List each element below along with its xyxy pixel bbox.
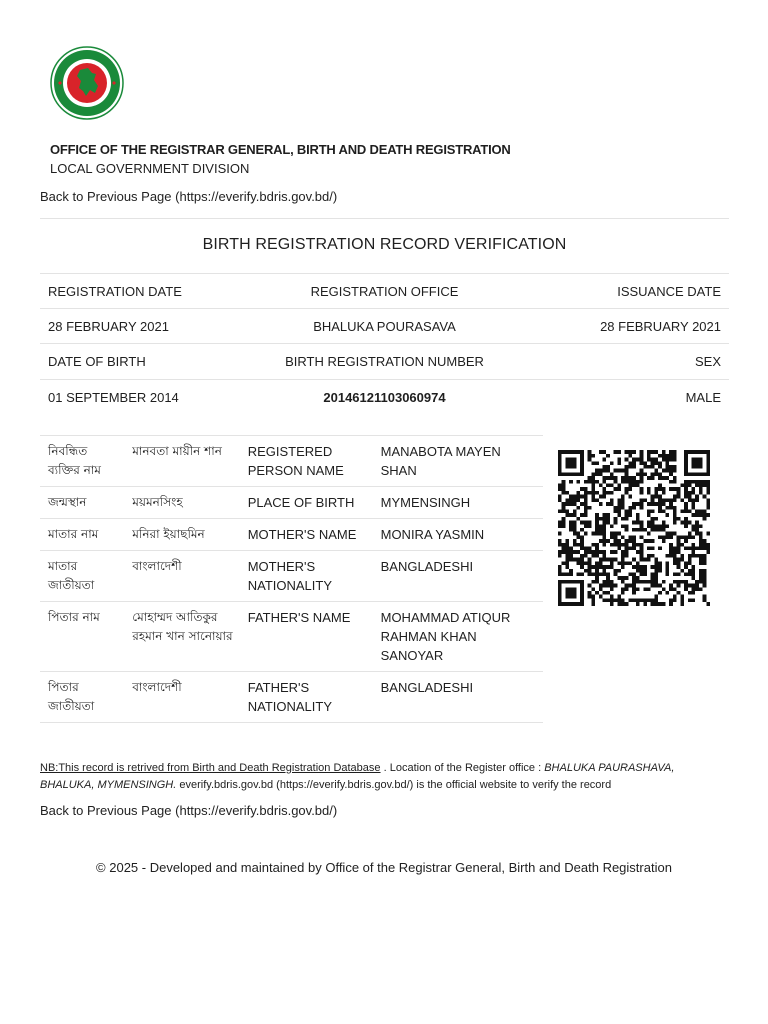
person-row bbox=[40, 436, 543, 487]
sex-label: SEX bbox=[694, 354, 721, 369]
bn-label-cell: জন্মস্থান bbox=[40, 487, 124, 519]
bn-value-cell: ময়মনসিংহ bbox=[124, 487, 239, 519]
en-value-cell: MANABOTA MAYEN SHAN bbox=[373, 436, 543, 487]
person-details-table bbox=[40, 435, 543, 723]
official-site-text: everify.bdris.gov.bd (https://everify.bdris.gov.bd/) is the official website to verify the record bbox=[176, 779, 612, 791]
meta-labels-row-2 bbox=[40, 343, 729, 379]
bn-label-cell: মাতার নাম bbox=[40, 519, 124, 551]
en-value-cell: BANGLADESHI bbox=[373, 551, 543, 602]
en-value-cell: MONIRA YASMIN bbox=[373, 519, 543, 551]
bn-label-cell: পিতার জাতীয়তা bbox=[40, 672, 124, 723]
en-value-cell: MYMENSINGH bbox=[373, 487, 543, 519]
bn-label-cell: মাতার জাতীয়তা bbox=[40, 551, 124, 602]
en-label-cell: FATHER'S NAME bbox=[240, 602, 373, 672]
en-label-cell: PLACE OF BIRTH bbox=[240, 487, 373, 519]
en-label-cell: MOTHER'S NAME bbox=[240, 519, 373, 551]
date-of-birth-value: 01 SEPTEMBER 2014 bbox=[48, 390, 179, 405]
divider bbox=[40, 218, 729, 219]
bn-value-cell: বাংলাদেশী bbox=[124, 551, 239, 602]
verification-note bbox=[40, 760, 730, 794]
registration-office-value: BHALUKA POURASAVA bbox=[313, 319, 456, 334]
person-row bbox=[40, 551, 543, 602]
en-label-cell: REGISTERED PERSON NAME bbox=[240, 436, 373, 487]
person-row bbox=[40, 672, 543, 723]
bn-label-cell: নিবন্ধিত ব্যক্তির নাম bbox=[40, 436, 124, 487]
birth-registration-number-label: BIRTH REGISTRATION NUMBER bbox=[285, 354, 484, 369]
office-location-prefix: . Location of the Register office : bbox=[380, 762, 545, 774]
en-value-cell: MOHAMMAD ATIQUR RAHMAN KHAN SANOYAR bbox=[373, 602, 543, 672]
bn-label-cell: পিতার নাম bbox=[40, 602, 124, 672]
government-seal-icon bbox=[50, 46, 124, 120]
en-label-cell: FATHER'S NATIONALITY bbox=[240, 672, 373, 723]
en-label-cell: MOTHER'S NATIONALITY bbox=[240, 551, 373, 602]
footer-copyright: © 2025 - Developed and maintained by Office of the Registrar General, Birth and Death Registration bbox=[96, 860, 672, 875]
meta-values-row-1 bbox=[40, 308, 729, 344]
office-location-value: BHALUKA PAURASHAVA, BHALUKA, MYMENSINGH. bbox=[40, 762, 675, 791]
registration-date-label: REGISTRATION DATE bbox=[48, 284, 182, 299]
person-row bbox=[40, 602, 543, 672]
bn-value-cell: মানবতা মায়ীন শান bbox=[124, 436, 239, 487]
issuance-date-value: 28 FEBRUARY 2021 bbox=[600, 319, 721, 334]
database-note-link[interactable]: NB:This record is retrived from Birth and Death Registration Database bbox=[40, 762, 381, 774]
bn-value-cell: মনিরা ইয়াছমিন bbox=[124, 519, 239, 551]
issuance-date-label: ISSUANCE DATE bbox=[617, 284, 721, 299]
meta-labels-row-1 bbox=[40, 273, 729, 309]
registration-date-value: 28 FEBRUARY 2021 bbox=[48, 319, 169, 334]
date-of-birth-label: DATE OF BIRTH bbox=[48, 354, 146, 369]
registration-office-label: REGISTRATION OFFICE bbox=[310, 284, 459, 299]
bn-value-cell: বাংলাদেশী bbox=[124, 672, 239, 723]
office-title: OFFICE OF THE REGISTRAR GENERAL, BIRTH AND DEATH REGISTRATION bbox=[50, 142, 511, 157]
person-row bbox=[40, 519, 543, 551]
en-value-cell: BANGLADESHI bbox=[373, 672, 543, 723]
office-subtitle: LOCAL GOVERNMENT DIVISION bbox=[50, 161, 250, 176]
birth-registration-number-value: 20146121103060974 bbox=[323, 390, 446, 405]
person-row bbox=[40, 487, 543, 519]
bn-value-cell: মোহাম্মদ আতিকুর রহমান খান সানোয়ার bbox=[124, 602, 239, 672]
document-title: BIRTH REGISTRATION RECORD VERIFICATION bbox=[202, 236, 567, 253]
sex-value: MALE bbox=[685, 390, 721, 405]
back-to-previous-page-link-bottom[interactable]: Back to Previous Page (https://everify.bdris.gov.bd/) bbox=[40, 803, 338, 818]
qr-code-icon bbox=[558, 450, 710, 606]
meta-values-row-2 bbox=[40, 379, 729, 435]
back-to-previous-page-link[interactable]: Back to Previous Page (https://everify.bdris.gov.bd/) bbox=[40, 189, 338, 204]
